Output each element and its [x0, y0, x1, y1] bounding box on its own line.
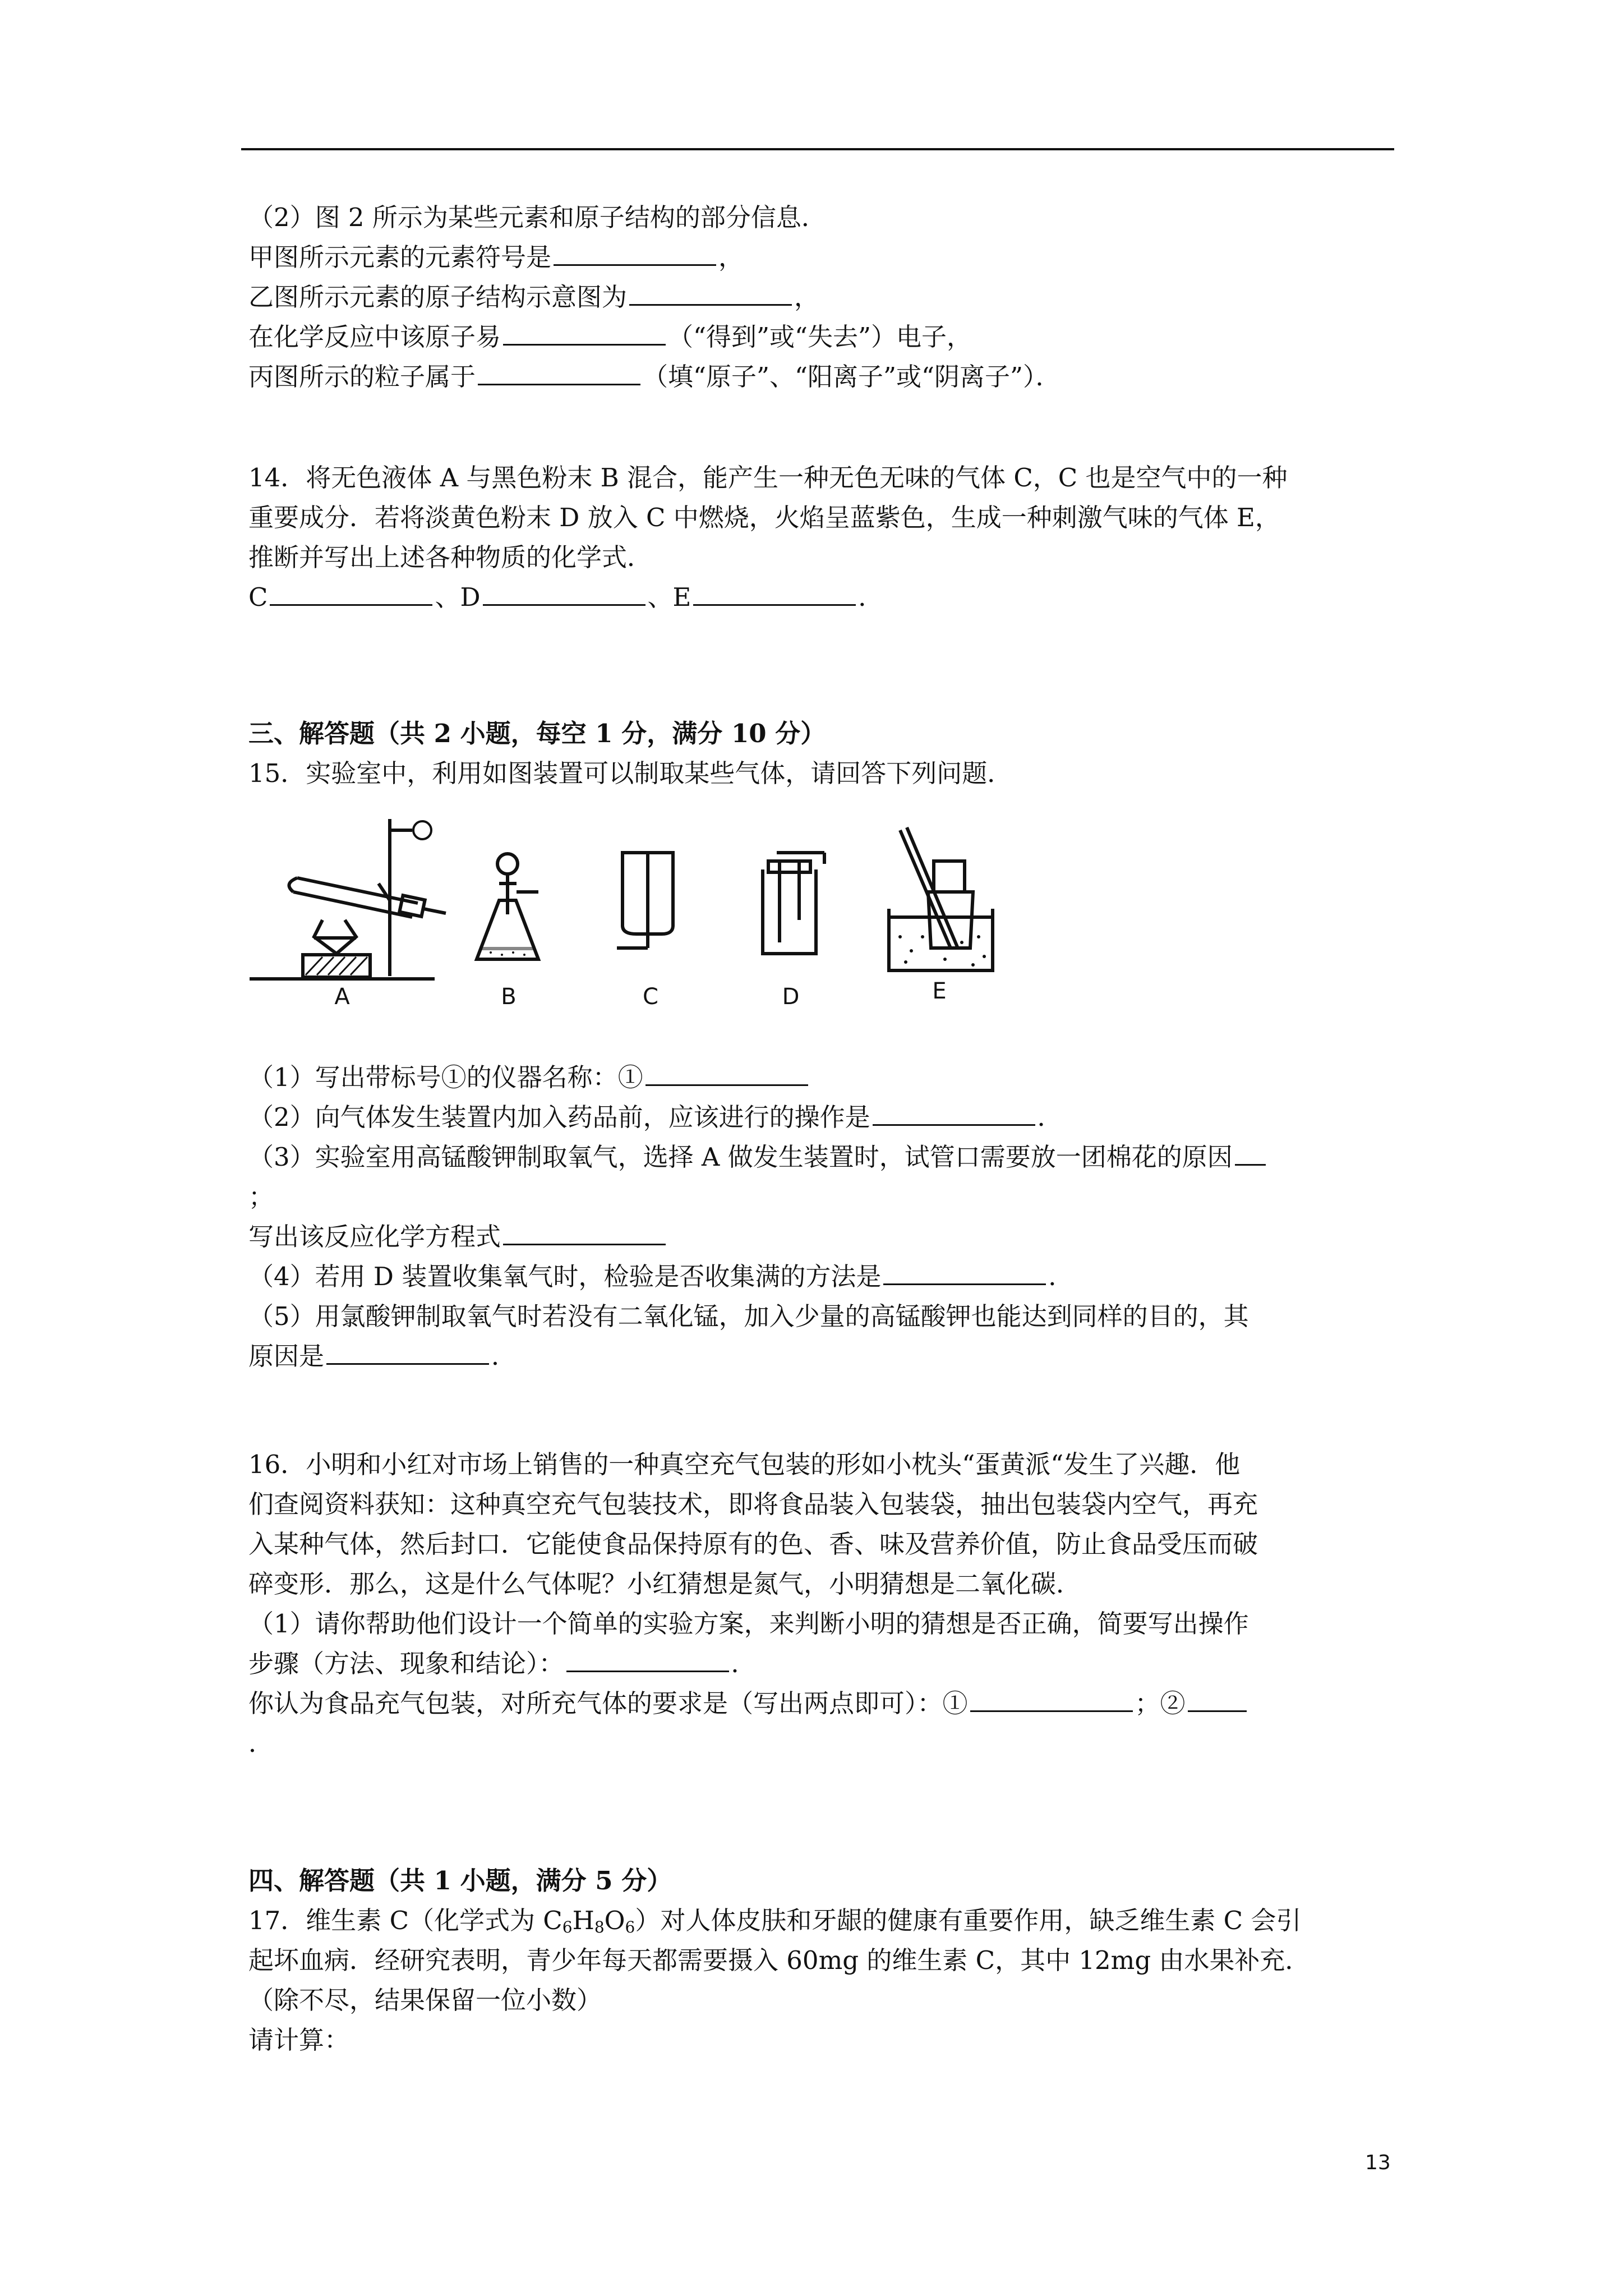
header-rule [241, 148, 1394, 150]
answer-blank[interactable] [645, 1060, 808, 1086]
q14-line3: 推断并写出上述各种物质的化学式． [248, 542, 653, 572]
water-trough [889, 827, 993, 970]
answer-blank[interactable] [566, 1646, 729, 1672]
sub-6b: 6 [625, 1918, 635, 1936]
answer-blank[interactable] [1235, 1139, 1266, 1166]
q15-p3b-text: 写出该反应化学方程式 [248, 1222, 501, 1251]
q13-l3-text: 在化学反应中该原子易 [248, 322, 501, 352]
answer-blank[interactable] [554, 240, 716, 266]
q13-l4-end: （填“原子”、“阳离子”或“阴离子”）． [643, 362, 1061, 392]
section-4-title: 四、解答题（共 1 小题，满分 5 分） [248, 1866, 672, 1895]
fig-label-c: C [643, 984, 658, 1010]
answer-blank[interactable] [326, 1338, 489, 1365]
q15-p2-end: ． [1037, 1102, 1063, 1132]
question-16 [248, 1444, 1401, 1763]
q16-line1: 16．小明和小红对市场上销售的一种真空充气包装的形如小枕头“蛋黄派“发生了兴趣．他 [248, 1450, 1241, 1479]
q15-p3-text: （3）实验室用高锰酸钾制取氧气，选择 A 做发生装置时，试管口需要放一团棉花的原因 [248, 1142, 1233, 1172]
q16-line3: 入某种气体，然后封口．它能使食品保持原有的色、香、味及营养价值，防止食品受压而破 [248, 1529, 1258, 1559]
answer-blank[interactable] [503, 1219, 666, 1245]
q17-line4: 请计算： [248, 2025, 350, 2055]
q17-line2: 起坏血病．经研究表明，青少年每天都需要摄入 60mg 的维生素 C，其中 12mg 由水果补充． [248, 1945, 1311, 1975]
q15-p5b-text: 原因是 [248, 1341, 325, 1371]
q16-p2-text: 你认为食品充气包装，对所充气体的要求是（写出两点即可）：① [248, 1688, 968, 1718]
answer-blank-e[interactable] [693, 579, 856, 606]
answer-blank[interactable] [503, 319, 666, 346]
fig-label-e: E [932, 978, 947, 1004]
q13-part2 [248, 197, 1401, 397]
q16-p2-cont: ． [248, 1728, 274, 1758]
q13-l3-end: （“得到”或“失去”）电子， [668, 322, 972, 352]
answer-blank[interactable] [970, 1686, 1133, 1712]
q15-p4-text: （4）若用 D 装置收集氧气时，检验是否收集满的方法是 [248, 1262, 882, 1291]
q14-d-label: 、D [435, 582, 481, 612]
q16-p1a: （1）请你帮助他们设计一个简单的实验方案，来判断小明的猜想是否正确，简要写出操作 [248, 1609, 1249, 1639]
q16-p1-end: ． [731, 1649, 757, 1678]
q14-line2: 重要成分．若将淡黄色粉末 D 放入 C 中燃烧，火焰呈蓝紫色，生成一种刺激气味的气体 E， [248, 503, 1280, 532]
q14-e-label: 、E [647, 582, 691, 612]
q15-parts [248, 1057, 1401, 1376]
fig-label-b: B [501, 984, 517, 1010]
q16-p1b-text: 步骤（方法、现象和结论）： [248, 1649, 564, 1678]
gas-bottle [763, 853, 824, 954]
q17-l1a: 17．维生素 C（化学式为 C [248, 1906, 562, 1935]
answer-blank-c[interactable] [270, 579, 432, 606]
q14-c-label: C [248, 582, 268, 612]
apparatus-figure [250, 808, 1057, 1010]
section-3 [248, 714, 1401, 793]
page-number: 13 [1365, 2151, 1391, 2174]
q13-intro: （2）图 2 所示为某些元素和原子结构的部分信息． [248, 203, 827, 232]
question-14 [248, 458, 1401, 617]
q16-p2-mid: ；② [1135, 1688, 1186, 1718]
fig-label-d: D [782, 984, 800, 1010]
element-h: H [572, 1906, 594, 1935]
q17-l1b: ）对人体皮肤和牙龈的健康有重要作用，缺乏维生素 C 会引 [635, 1906, 1302, 1935]
q13-l1-end: ， [718, 242, 744, 272]
q15-intro: 15．实验室中，利用如图装置可以制取某些气体，请回答下列问题． [248, 758, 1013, 788]
test-tube [289, 878, 446, 917]
q13-l4-text: 丙图所示的粒子属于 [248, 362, 476, 392]
q15-p5a: （5）用氯酸钾制取氧气时若没有二氧化锰，加入少量的高锰酸钾也能达到同样的目的，其 [248, 1301, 1249, 1331]
collecting-bottle-down [617, 853, 673, 948]
answer-blank[interactable] [1188, 1686, 1247, 1712]
q15-p1-text: （1）写出带标号①的仪器名称：① [248, 1062, 643, 1092]
q16-line2: 们查阅资料获知：这种真空充气包装技术，即将食品装入包装袋，抽出包装袋内空气，再充 [248, 1489, 1258, 1519]
q14-line1: 14．将无色液体 A 与黑色粉末 B 混合，能产生一种无色无味的气体 C，C 也是空气中的一种 [248, 463, 1288, 493]
fig-label-a: A [334, 984, 350, 1010]
q15-p2-text: （2）向气体发生装置内加入药品前，应该进行的操作是 [248, 1102, 870, 1132]
section-4 [248, 1861, 1401, 2060]
q13-l2-end: ， [794, 282, 820, 312]
sub-8: 8 [594, 1918, 605, 1936]
conical-flask [477, 854, 538, 959]
q15-p4-end: ． [1048, 1262, 1074, 1291]
answer-blank-d[interactable] [483, 579, 645, 606]
q17-line3: （除不尽，结果保留一位小数） [248, 1985, 602, 2015]
q14-end: ． [858, 582, 884, 612]
q15-p5-end: ． [491, 1341, 517, 1371]
section-3-title: 三、解答题（共 2 小题，每空 1 分，满分 10 分） [248, 719, 826, 748]
element-o: O [604, 1906, 625, 1935]
q13-l2-text: 乙图所示元素的原子结构示意图为 [248, 282, 628, 312]
answer-blank[interactable] [478, 359, 640, 385]
answer-blank[interactable] [873, 1099, 1035, 1126]
sub-6a: 6 [562, 1918, 573, 1936]
q13-l1-text: 甲图所示元素的元素符号是 [248, 242, 552, 272]
q16-line4: 碎变形．那么，这是什么气体呢？小红猜想是氮气，小明猜想是二氧化碳． [248, 1569, 1082, 1599]
q15-p3-cont: ； [248, 1182, 274, 1212]
answer-blank[interactable] [629, 279, 792, 306]
answer-blank[interactable] [883, 1259, 1046, 1285]
